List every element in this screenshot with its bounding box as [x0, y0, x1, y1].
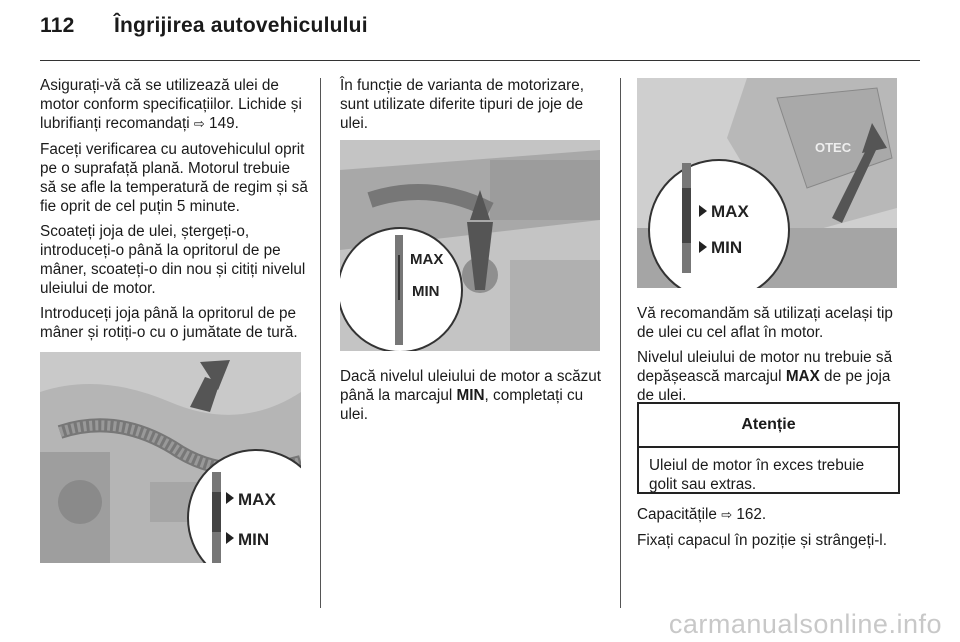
page-ref-162[interactable]: 162. — [732, 506, 767, 523]
fig3-max-label: MAX — [711, 202, 749, 221]
column-divider-2 — [620, 78, 621, 608]
paragraph-max-limit: Nivelul uleiului de motor nu trebuie să depășească marcajul MAX de pe joja de ulei. — [637, 349, 893, 404]
paragraph-capacities: Capacitățile ⇨ 162. — [637, 506, 767, 523]
header-rule — [40, 60, 920, 61]
fig3-engine-text: OTEC — [815, 140, 852, 155]
paragraph-read-dipstick: Scoateți joja de ulei, ștergeți-o, introduceți-o până la opritorul de pe mâner, scoateți-o din nou și citiți nivelul uleiului de motor. — [40, 223, 306, 297]
page-header — [40, 14, 368, 38]
column-2-lower — [340, 367, 610, 430]
page-title: Îngrijirea autovehiculului — [114, 14, 368, 37]
figure-dipstick-engine-2 — [340, 140, 600, 351]
paragraph-check-conditions: Faceți verificarea cu autovehiculul oprit pe o suprafață plană. Motorul trebuie să se afle la temperatură de regim și să fie oprit de cel puțin 5 minute. — [40, 141, 308, 215]
paragraph-dipstick-types: În funcție de varianta de motorizare, sunt utilizate diferite tipuri de joje de ulei. — [340, 77, 585, 132]
watermark: carmanualsonline.info — [668, 609, 942, 639]
warning-title: Atenție — [639, 404, 898, 448]
page-ref-149[interactable]: 149. — [204, 115, 239, 132]
column-1 — [40, 76, 310, 348]
page-ref-arrow-icon: ⇨ — [721, 508, 733, 523]
paragraph-same-oil: Vă recomandăm să utilizați același tip de ulei cu cel aflat în motor. — [637, 305, 893, 341]
paragraph-oil-spec: Asigurați-vă că se utilizează ulei de motor conform specificațiilor. Lichide și lubrifianți recomandați ⇨ 149. — [40, 77, 302, 132]
figure-dipstick-engine-3 — [637, 78, 897, 288]
warning-text: Uleiul de motor în exces trebuie golit sau extras. — [649, 457, 865, 493]
paragraph-fix-cap: Fixați capacul în poziție și strângeți-l. — [637, 532, 887, 549]
paragraph-insert-dipstick: Introduceți joja până la opritorul de pe mâner și rotiți-o cu o jumătate de tură. — [40, 305, 298, 341]
paragraph-min-refill: Dacă nivelul uleiului de motor a scăzut până la marcajul MIN, completați cu ulei. — [340, 368, 602, 423]
page-number: 112 — [40, 14, 75, 37]
warning-box — [637, 402, 900, 494]
fig1-min-label: MIN — [238, 530, 270, 549]
column-3-bottom — [637, 505, 907, 556]
fig2-max-label: MAX — [410, 251, 444, 268]
column-divider-1 — [320, 78, 321, 608]
fig2-min-label: MIN — [412, 283, 440, 300]
fig1-max-label: MAX — [238, 490, 276, 509]
column-3-text — [637, 304, 907, 411]
fig3-min-label: MIN — [711, 238, 743, 257]
column-2 — [340, 76, 610, 139]
figure-dipstick-engine-1 — [40, 352, 301, 563]
page-ref-arrow-icon: ⇨ — [193, 117, 205, 132]
